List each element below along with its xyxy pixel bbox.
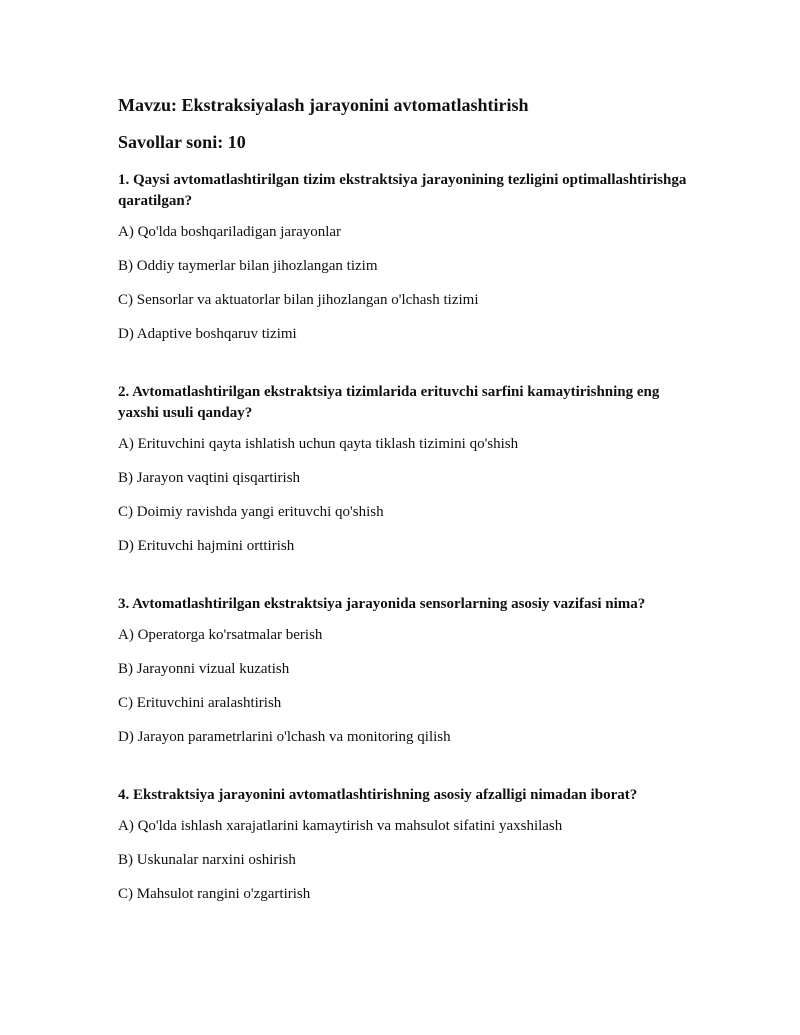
question-1 bbox=[118, 170, 688, 344]
question-count: Savollar soni: 10 bbox=[118, 132, 246, 152]
question-text: 4. Ekstraktsiya jarayonini avtomatlashtirishning asosiy afzalligi nimadan iborat? bbox=[118, 787, 638, 803]
option-b: B) Jarayon vaqtini qisqartirish bbox=[118, 470, 301, 486]
question-text: 1. Qaysi avtomatlashtirilgan tizim ekstraktsiya jarayonining tezligini optimallashtirishga qaratilgan? bbox=[118, 172, 687, 209]
option-a: A) Operatorga ko'rsatmalar berish bbox=[118, 627, 323, 643]
option-b: B) Uskunalar narxini oshirish bbox=[118, 852, 296, 868]
option-d: D) Adaptive boshqaruv tizimi bbox=[118, 326, 297, 342]
question-2 bbox=[118, 382, 688, 556]
option-c: C) Doimiy ravishda yangi erituvchi qo'shish bbox=[118, 504, 384, 520]
question-text: 2. Avtomatlashtirilgan ekstraktsiya tizimlarida erituvchi sarfini kamaytirishning eng yaxshi usuli qanday? bbox=[118, 384, 660, 421]
option-b: B) Jarayonni vizual kuzatish bbox=[118, 661, 290, 677]
document-page bbox=[118, 93, 688, 918]
option-b: B) Oddiy taymerlar bilan jihozlangan tizim bbox=[118, 258, 378, 274]
option-d: D) Jarayon parametrlarini o'lchash va monitoring qilish bbox=[118, 729, 451, 745]
question-text: 3. Avtomatlashtirilgan ekstraktsiya jarayonida sensorlarning asosiy vazifasi nima? bbox=[118, 596, 646, 612]
option-a: A) Erituvchini qayta ishlatish uchun qayta tiklash tizimini qo'shish bbox=[118, 436, 519, 452]
option-c: C) Sensorlar va aktuatorlar bilan jihozlangan o'lchash tizimi bbox=[118, 292, 479, 308]
document-title: Mavzu: Ekstraksiyalash jarayonini avtomatlashtirish bbox=[118, 95, 529, 115]
option-a: A) Qo'lda ishlash xarajatlarini kamaytirish va mahsulot sifatini yaxshilash bbox=[118, 818, 563, 834]
option-c: C) Erituvchini aralashtirish bbox=[118, 695, 282, 711]
option-d: D) Erituvchi hajmini orttirish bbox=[118, 538, 295, 554]
option-c: C) Mahsulot rangini o'zgartirish bbox=[118, 886, 311, 902]
question-4 bbox=[118, 785, 688, 904]
question-3 bbox=[118, 594, 688, 747]
option-a: A) Qo'lda boshqariladigan jarayonlar bbox=[118, 224, 342, 240]
